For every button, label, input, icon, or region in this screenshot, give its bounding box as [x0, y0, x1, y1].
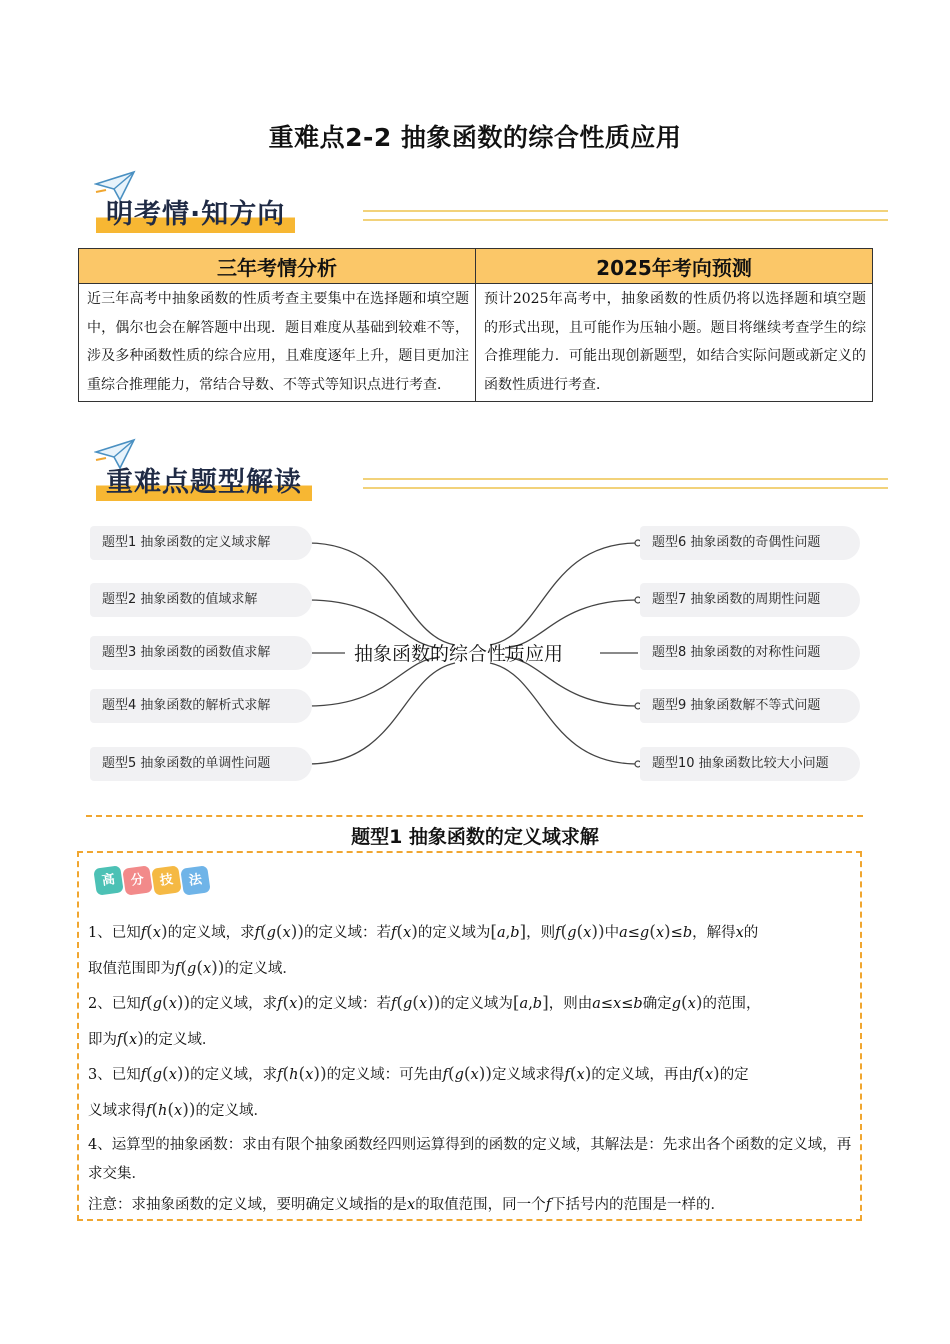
- mind-node-type1: 题型1 抽象函数的定义域求解: [90, 526, 312, 560]
- mind-node-type4: 题型4 抽象函数的解析式求解: [90, 689, 312, 723]
- section-label: 明考情·知方向: [96, 192, 295, 233]
- section-label: 重难点题型解读: [96, 460, 312, 501]
- mind-map: [0, 515, 950, 795]
- section-rule: [363, 210, 888, 221]
- mind-node-type6: 题型6 抽象函数的奇偶性问题: [640, 526, 860, 560]
- analysis-past-text: 近三年高考中抽象函数的性质考查主要集中在选择题和填空题中，偶尔也会在解答题中出现．题目难度从基础到较难不等，涉及多种函数性质的综合应用，且难度逐年上升，题目更加注重综合推理能力，常结合导数、不等式等知识点进行考查．: [79, 284, 476, 402]
- mind-node-type2: 题型2 抽象函数的值域求解: [90, 583, 312, 617]
- technique-item-3: 3、已知f(g(x))的定义域，求f(h(x))的定义域：可先由f(g(x))定义域求得f(x)的定义域，再由f(x)的定 义域求得f(h(x))的定义域．: [88, 1064, 749, 1120]
- high-score-badge: [95, 867, 211, 894]
- analysis-forecast-text: 预计2025年高考中，抽象函数的性质仍将以选择题和填空题的形式出现，且可能作为压轴小题。题目将继续考查学生的综合推理能力．可能出现创新题型，如结合实际问题或新定义的函数性质进行考查．: [476, 284, 873, 402]
- badge-char: 分: [122, 865, 152, 895]
- mind-node-type5: 题型5 抽象函数的单调性问题: [90, 747, 312, 781]
- exam-analysis-table: [78, 248, 873, 402]
- mind-node-type8: 题型8 抽象函数的对称性问题: [640, 636, 860, 670]
- mind-node-type7: 题型7 抽象函数的周期性问题: [640, 583, 860, 617]
- badge-char: 高: [93, 865, 123, 895]
- mind-node-type10: 题型10 抽象函数比较大小问题: [640, 747, 860, 781]
- section-divider: [86, 815, 863, 817]
- section-header-exam-trend: [88, 170, 908, 230]
- badge-char: 技: [151, 865, 181, 895]
- technique-note: 注意：求抽象函数的定义域，要明确定义域指的是x的取值范围，同一个f下括号内的范围是一样的．: [88, 1197, 726, 1213]
- technique-content: [88, 915, 854, 1221]
- question-type-title: 题型1 抽象函数的定义域求解: [351, 826, 599, 848]
- analysis-header-forecast: 2025年考向预测: [476, 249, 873, 284]
- technique-item-4: 4、运算型的抽象函数：求由有限个抽象函数经四则运算得到的函数的定义域，其解法是：先求出各个函数的定义域，再求交集．: [88, 1137, 852, 1182]
- mind-center: 抽象函数的综合性质应用: [354, 643, 564, 665]
- badge-char: 法: [180, 865, 210, 895]
- analysis-header-past: 三年考情分析: [79, 249, 476, 284]
- technique-item-1: 1、已知f(x)的定义域，求f(g(x))的定义域：若f(x)的定义域为[a,b]，则f(g(x))中a≤g(x)≤b，解得x的 取值范围即为f(g(x))的定义域．: [88, 922, 759, 978]
- technique-item-2: 2、已知f(g(x))的定义域，求f(x)的定义域：若f(g(x))的定义域为[a,b]，则由a≤x≤b确定g(x)的范围， 即为f(x)的定义域．: [88, 993, 761, 1049]
- section-header-question-types: [88, 438, 908, 498]
- technique-box: [77, 851, 862, 1221]
- section-rule: [363, 478, 888, 489]
- page-title: 重难点2-2 抽象函数的综合性质应用: [268, 123, 682, 152]
- mind-node-type3: 题型3 抽象函数的函数值求解: [90, 636, 312, 670]
- mind-node-type9: 题型9 抽象函数解不等式问题: [640, 689, 860, 723]
